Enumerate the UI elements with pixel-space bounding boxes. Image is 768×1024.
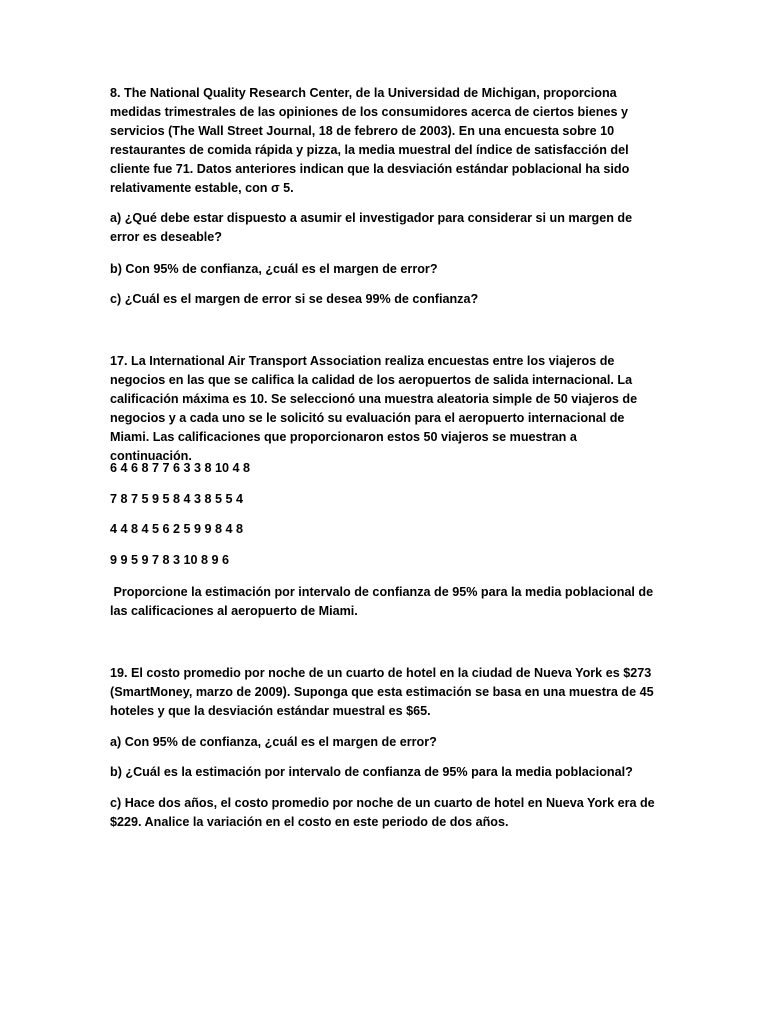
problem-19-question-a: a) Con 95% de confianza, ¿cuál es el margen de error? bbox=[110, 735, 437, 749]
problem-8-question-a: a) ¿Qué debe estar dispuesto a asumir el investigador para considerar si un margen de error es deseable? bbox=[110, 211, 633, 244]
problem-19-question-b: b) ¿Cuál es la estimación por intervalo de confianza de 95% para la media poblacional? bbox=[110, 765, 633, 779]
ratings-data-row-2: 7 8 7 5 9 5 8 4 3 8 5 5 4 bbox=[110, 492, 244, 506]
ratings-data-row-3: 4 4 8 4 5 6 2 5 9 9 8 4 8 bbox=[110, 522, 244, 536]
problem-8-question-b: b) Con 95% de confianza, ¿cuál es el margen de error? bbox=[110, 262, 438, 276]
problem-17-question: Proporcione la estimación por intervalo de confianza de 95% para la media poblacional de las calificaciones al aeropuerto de Miami. bbox=[110, 585, 657, 618]
problem-8-statement: 8. The National Quality Research Center, de la Universidad de Michigan, proporciona medidas trimestrales de las opiniones de los consumidores acerca de ciertos bienes y servicios (The Wall Street Journal, 18 de febrero de 2003). En una encuesta sobre 10 restaurantes de comida rápida y pizza, la media muestral del índice de satisfacción del cliente fue 71. Datos anteriores indican que la desviación estándar poblacional ha sido relativamente estable, con σ 5. bbox=[110, 86, 630, 195]
ratings-data-row-1: 6 4 6 8 7 7 6 3 3 8 10 4 8 bbox=[110, 461, 251, 475]
problem-19-statement: 19. El costo promedio por noche de un cuarto de hotel en la ciudad de Nueva York es $273 (SmartMoney, marzo de 2009). Suponga que esta estimación se basa en una muestra de 45 hoteles y que la desviación estándar muestral es $65. bbox=[110, 666, 654, 718]
problem-19-question-c: c) Hace dos años, el costo promedio por noche de un cuarto de hotel en Nueva York era de $229. Analice la variación en el costo en este periodo de dos años. bbox=[110, 796, 655, 829]
problem-17-statement: 17. La International Air Transport Association realiza encuestas entre los viajeros de negocios en las que se califica la calidad de los aeropuertos de salida internacional. La calificación máxima es 10. Se seleccionó una muestra aleatoria simple de 50 viajeros de negocios y a cada uno se le solicitó su evaluación para el aeropuerto internacional de Miami. Las calificaciones que proporcionaron estos 50 viajeros se muestran a continuación. bbox=[110, 354, 638, 463]
problem-8-question-c: c) ¿Cuál es el margen de error si se desea 99% de confianza? bbox=[110, 292, 479, 306]
ratings-data-row-4: 9 9 5 9 7 8 3 10 8 9 6 bbox=[110, 553, 230, 567]
